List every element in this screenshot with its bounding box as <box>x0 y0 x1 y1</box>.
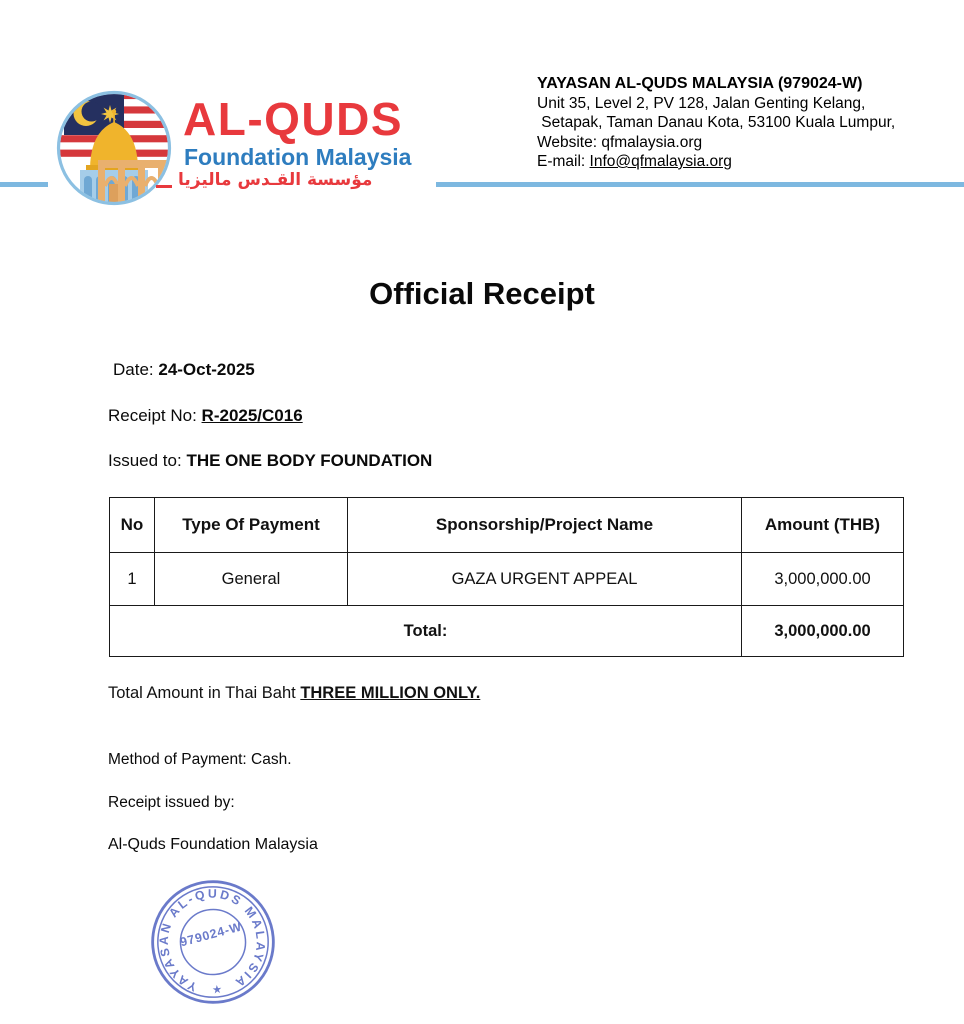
alquds-foundation-logo-icon <box>54 88 174 208</box>
receipt-number-value: R-2025/C016 <box>201 406 303 425</box>
brand-name: AL-QUDS <box>183 93 404 145</box>
amount-in-words-label: Total Amount in Thai Baht <box>108 684 301 702</box>
brand-subtitle: Foundation Malaysia <box>184 144 412 170</box>
date-value: 24-Oct-2025 <box>158 360 255 379</box>
total-amount: 3,000,000.00 <box>742 606 904 657</box>
issued-to-line <box>108 451 432 471</box>
cell-amount: 3,000,000.00 <box>742 553 904 606</box>
cell-project: GAZA URGENT APPEAL <box>348 553 742 606</box>
table-row <box>110 553 904 606</box>
amount-in-words-value: THREE MILLION ONLY. <box>300 684 481 702</box>
header-divider-left <box>0 182 48 187</box>
col-header-no: No <box>110 498 155 553</box>
receipt-number-line <box>108 406 303 426</box>
stamp-ring-text: YAYASAN AL-QUDS MALAYSIA <box>156 886 268 995</box>
issued-by-line: Receipt issued by: <box>108 794 235 811</box>
cell-type: General <box>155 553 348 606</box>
organization-details <box>537 74 937 172</box>
organization-name: YAYASAN AL-QUDS MALAYSIA (979024-W) <box>537 75 863 92</box>
arabic-dash-decor <box>156 185 172 188</box>
organization-address-line1: Unit 35, Level 2, PV 128, Jalan Genting Kelang, <box>537 94 866 112</box>
table-header-row <box>110 498 904 553</box>
table-total-row <box>110 606 904 657</box>
header-divider-right <box>436 182 964 187</box>
payment-table <box>109 497 904 657</box>
payment-method-line: Method of Payment: Cash. <box>108 751 292 768</box>
date-line <box>113 360 255 380</box>
stamp-registration-number: 979024-W <box>178 919 244 950</box>
receipt-number-label: Receipt No: <box>108 406 202 425</box>
organization-website-line <box>537 133 937 153</box>
organization-address-line2: Setapak, Taman Danau Kota, 53100 Kuala Lumpur, <box>537 114 896 131</box>
col-header-amount: Amount (THB) <box>742 498 904 553</box>
issuer-organization-name: Al-Quds Foundation Malaysia <box>108 836 318 853</box>
official-stamp-icon <box>147 876 279 1008</box>
issued-to-value: THE ONE BODY FOUNDATION <box>186 451 433 470</box>
website-value: qfmalaysia.org <box>601 133 703 151</box>
page-title: Official Receipt <box>369 276 595 311</box>
col-header-type: Type Of Payment <box>155 498 348 553</box>
cell-no: 1 <box>110 553 155 606</box>
amount-in-words-line <box>108 684 480 703</box>
brand-arabic-name: مؤسسة القـدس ماليزيا <box>178 170 373 190</box>
total-label: Total: <box>110 606 742 657</box>
stamp-star-icon: ★ <box>211 983 223 997</box>
col-header-project: Sponsorship/Project Name <box>348 498 742 553</box>
organization-email-line <box>537 152 937 172</box>
date-label: Date: <box>113 360 159 379</box>
email-label: E-mail: <box>537 153 590 170</box>
email-link[interactable]: Info@qfmalaysia.org <box>589 153 732 170</box>
website-label: Website: <box>537 133 602 151</box>
issued-to-label: Issued to: <box>108 451 187 470</box>
